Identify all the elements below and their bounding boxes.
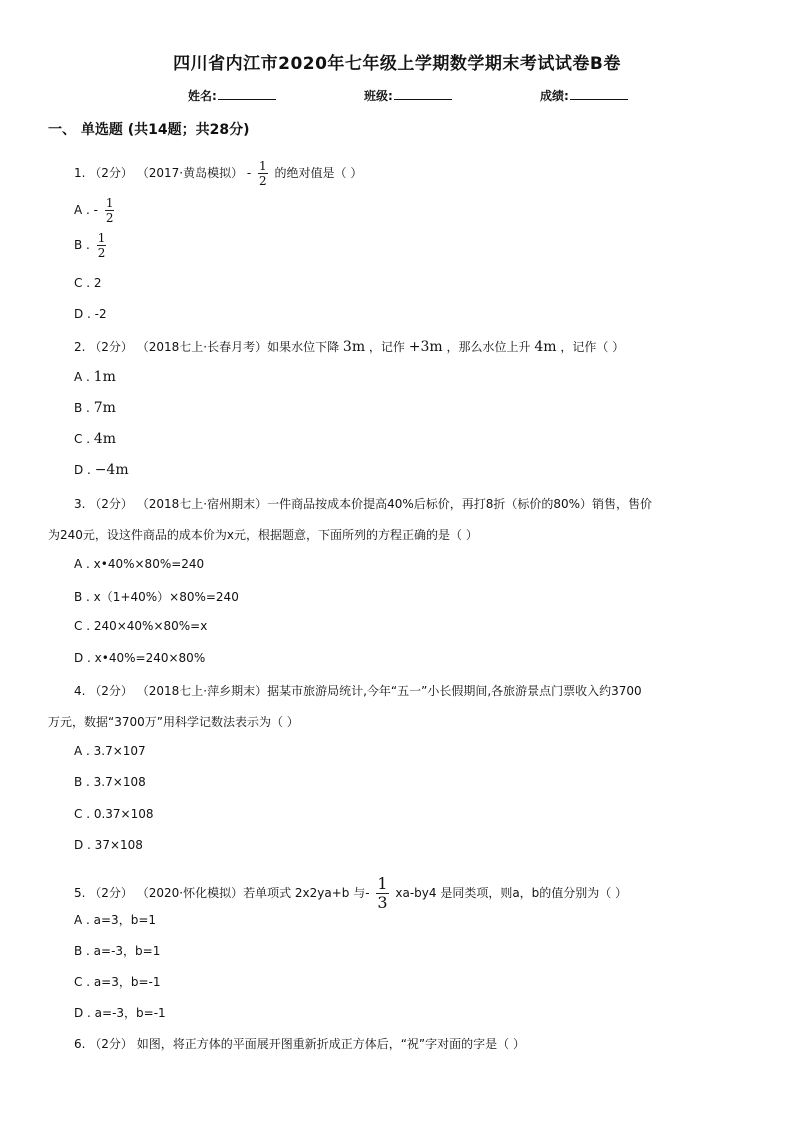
question-4-option-b: B . 3.7×108 (74, 775, 146, 789)
question-2-stem: 2. （2分） （2018七上·长春月考）如果水位下降 3m ，记作 +3m ，那么水位上升 4m ，记作（ ） (74, 339, 625, 355)
question-4-stem-line2: 万元，数据“3700万”用科学记数法表示为（ ） (48, 715, 299, 729)
question-2-option-c: C . 4m (74, 431, 117, 447)
question-6-stem: 6. （2分） 如图，将正方体的平面展开图重新折成正方体后，“祝”字对面的字是（ ） (74, 1037, 525, 1051)
question-1-text-b: 的绝对值是（ ） (274, 166, 363, 180)
question-1-option-b: B . $\frac{1}{2}$ (74, 231, 106, 260)
question-3-stem-line1: 3. （2分） （2018七上·宿州期末）一件商品按成本价提高40%后标价，再打8折（标价的80%）销售，售价 (74, 497, 653, 511)
question-2-option-b: B . 7m (74, 400, 116, 416)
fraction-one-third: $\frac{1}{3}$ (377, 874, 388, 912)
question-2-option-a: A . 1m (74, 369, 116, 385)
question-4-stem-line1: 4. （2分） （2018七上·萍乡期末）据某市旅游局统计,今年“五一”小长假期间,各旅游景点门票收入约3700 (74, 684, 642, 698)
fraction-one-half: $\frac{1}{2}$ (105, 196, 114, 225)
question-3-option-d: D . x•40%=240×80% (74, 651, 206, 665)
question-1-stem (74, 160, 362, 187)
name-blank (218, 88, 276, 100)
question-4-option-a: A . 3.7×107 (74, 744, 146, 758)
question-1-option-c: C . 2 (74, 276, 102, 290)
section-heading: 一、 单选题 (共14题；共28分) (48, 122, 250, 138)
question-5-option-c: C . a=3，b=-1 (74, 975, 161, 989)
question-5-stem: 5. （2分） （2020·怀化模拟）若单项式 2x2ya+b 与- $\frac{1}{3}$ xa-by4 是同类项，则a，b的值分别为（ ） (74, 874, 628, 912)
question-3-option-c: C . 240×40%×80%=x (74, 619, 208, 633)
class-label: 班级: (364, 89, 393, 103)
question-3-option-a: A . x•40%×80%=240 (74, 557, 205, 571)
name-label: 姓名: (188, 89, 217, 103)
question-4-option-d: D . 37×108 (74, 838, 143, 852)
math-3m: 3m (342, 339, 366, 355)
page-title: 四川省内江市2020年七年级上学期数学期末考试试卷B卷 (173, 54, 621, 74)
question-1-option-a: A . - $\frac{1}{2}$ (74, 196, 114, 225)
question-3-stem-line2: 为240元，设这件商品的成本价为x元，根据题意，下面所列的方程正确的是（ ） (48, 528, 478, 542)
math-plus-3m: +3m (408, 339, 443, 355)
score-label: 成绩: (540, 89, 569, 103)
fraction-one-half: $\frac{1}{2}$ (97, 231, 106, 260)
fraction-one-half: $\frac{1}{2}$ (259, 159, 267, 188)
question-5-option-a: A . a=3，b=1 (74, 913, 157, 927)
score-field (540, 87, 628, 104)
question-1-text-a: 1. （2分） （2017·黄岛模拟） - (74, 166, 252, 180)
question-4-option-c: C . 0.37×108 (74, 807, 154, 821)
question-5-option-b: B . a=-3，b=1 (74, 944, 161, 958)
question-3-option-b: B . x（1+40%）×80%=240 (74, 590, 239, 604)
name-field (188, 87, 276, 104)
question-2-option-d: D . −4m (74, 462, 129, 478)
score-blank (570, 88, 628, 100)
class-field (364, 87, 452, 104)
class-blank (394, 88, 452, 100)
question-1-option-d: D . -2 (74, 307, 107, 321)
question-5-option-d: D . a=-3，b=-1 (74, 1006, 166, 1020)
math-4m: 4m (534, 339, 557, 355)
